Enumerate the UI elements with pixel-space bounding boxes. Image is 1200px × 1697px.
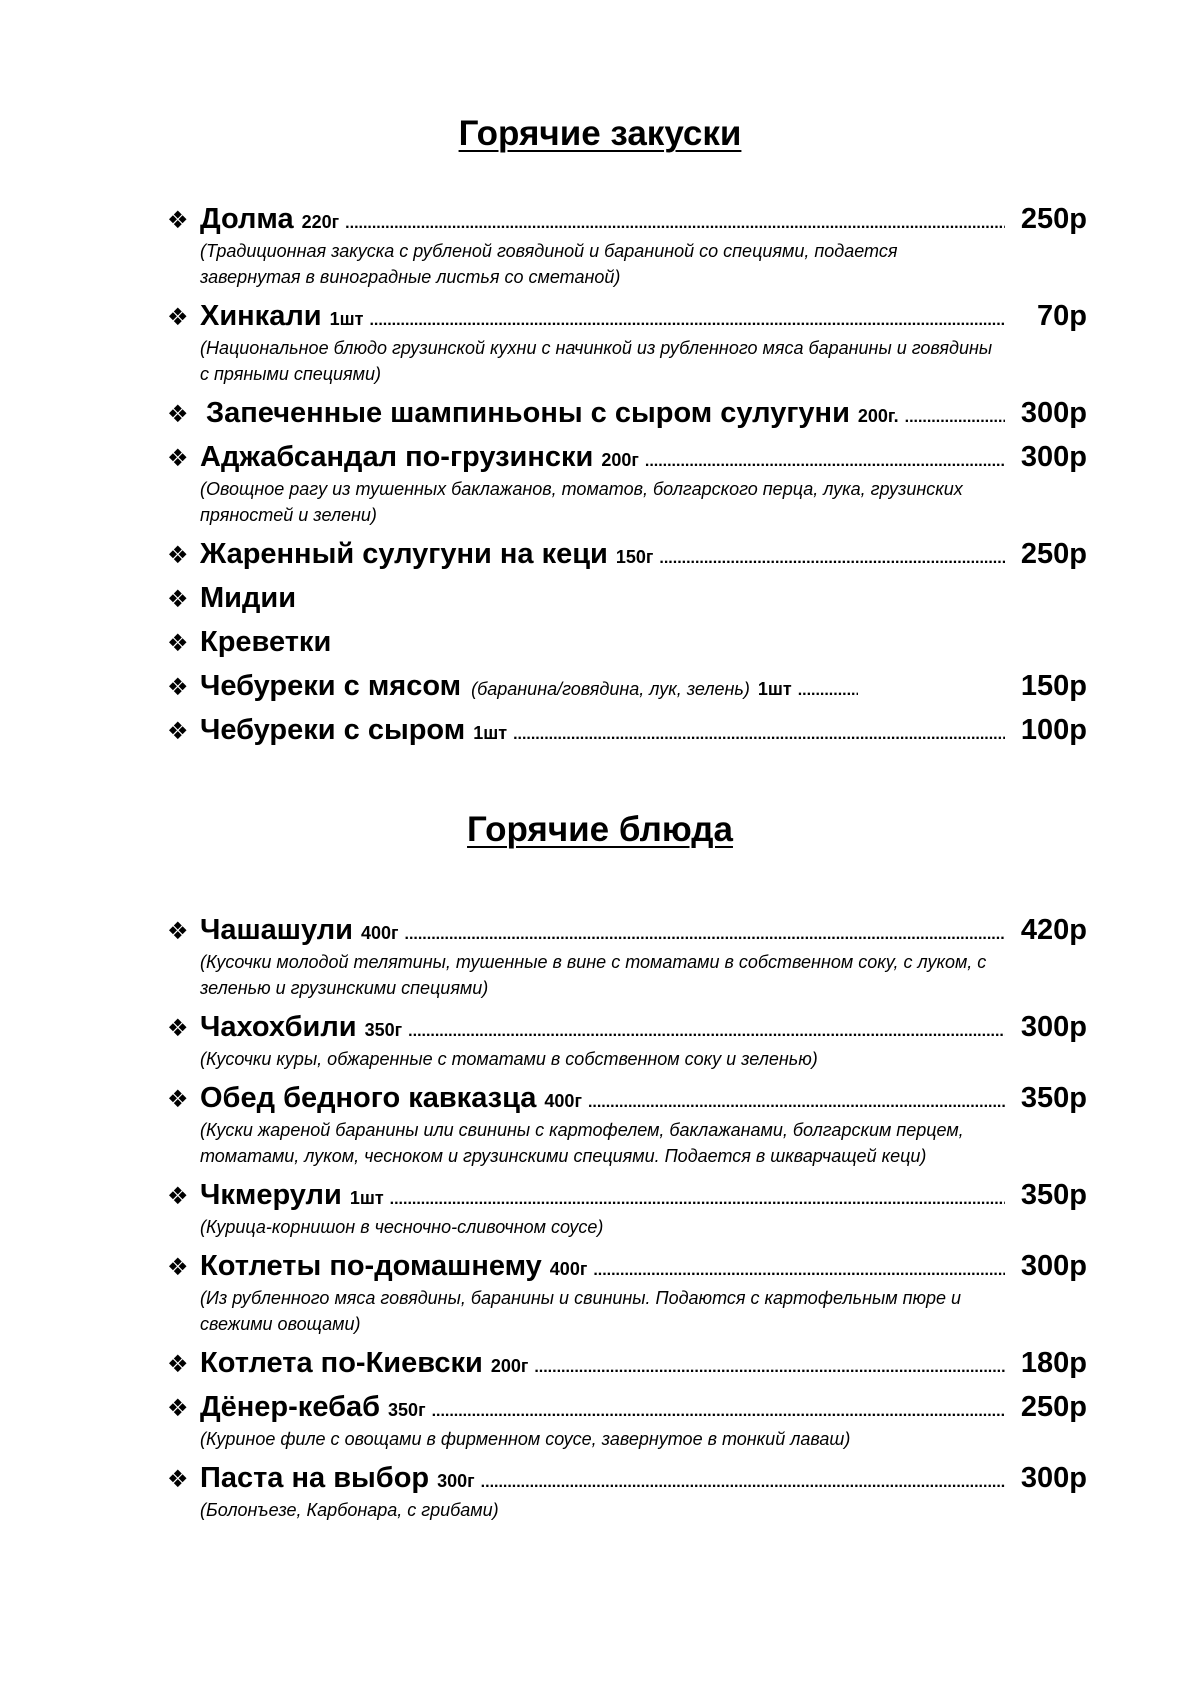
item-weight: 1шт [329, 309, 364, 329]
menu-item-row [167, 1005, 1087, 1049]
menu-item-row [167, 708, 1087, 752]
item-inline-note: (баранина/говядина, лук, зелень) [471, 679, 750, 699]
item-weight: 350г [388, 1400, 426, 1420]
item-price: 250р [1020, 1391, 1087, 1423]
menu-item [167, 908, 1087, 1001]
menu-item [167, 391, 1087, 435]
item-weight: 400г [360, 923, 399, 943]
item-name: Чахохбили [200, 1011, 357, 1043]
item-weight: 1шт [757, 679, 792, 699]
item-name: Креветки [200, 626, 332, 658]
item-price: 250р [1020, 203, 1087, 235]
item-price: 350р [1020, 1179, 1087, 1211]
item-name: Чебуреки с мясом [200, 670, 462, 702]
menu-item [167, 708, 1087, 752]
section-title-hot-appetizers [0, 112, 1200, 156]
dot-leader [513, 713, 1005, 757]
diamond-bullet-icon: ❖ [167, 1395, 189, 1422]
diamond-bullet-icon: ❖ [167, 445, 189, 472]
menu-item [167, 576, 1087, 620]
item-weight: 1шт [473, 723, 508, 743]
menu-item [167, 1456, 1087, 1523]
menu-item-row [167, 391, 1087, 435]
diamond-bullet-icon: ❖ [167, 630, 189, 657]
menu-item [167, 664, 1087, 708]
item-name: Чебуреки с сыром [200, 714, 466, 746]
item-name: Мидии [200, 582, 297, 614]
dot-leader [481, 1461, 1005, 1505]
section-title-text: Горячие блюда [467, 810, 733, 849]
dot-leader [905, 396, 1005, 440]
item-price: 300р [1020, 1250, 1087, 1282]
dot-leader [534, 1346, 1005, 1390]
item-description: (Кусочки молодой телятины, тушенные в вине с томатами в собственном соку, с луком, с зеленью и грузинскими специями) [200, 952, 987, 998]
menu-item [167, 532, 1087, 576]
item-description: (Курица-корнишон в чесночно-сливочном соусе) [200, 1217, 604, 1237]
menu-item-row [167, 1385, 1087, 1429]
item-description: (Национальное блюдо грузинской кухни с начинкой из рубленного мяса баранины и говядины с пряными специями) [200, 338, 993, 384]
item-price: 350р [1020, 1082, 1087, 1114]
menu-item [167, 294, 1087, 387]
item-name: Чашашули [200, 914, 353, 946]
dot-leader [659, 537, 1005, 581]
dot-leader [798, 669, 858, 713]
diamond-bullet-icon: ❖ [167, 401, 189, 428]
item-description: (Из рубленного мяса говядины, баранины и свинины. Подаются с картофельным пюре и свежими овощами) [200, 1288, 962, 1334]
menu-item-row [167, 1076, 1087, 1120]
diamond-bullet-icon: ❖ [167, 304, 189, 331]
item-price: 250р [1020, 538, 1087, 570]
item-weight: 1шт [349, 1188, 384, 1208]
item-name: Котлеты по-домашнему [200, 1250, 542, 1282]
menu-item [167, 1005, 1087, 1072]
diamond-bullet-icon: ❖ [167, 1254, 189, 1281]
diamond-bullet-icon: ❖ [167, 207, 189, 234]
item-description: (Куски жареной баранины или свинины с картофелем, баклажанами, болгарским перцем, томатами, луком, чесноком и грузинскими специями. Подается в шкварчащей кеци) [200, 1120, 964, 1166]
menu-item [167, 1244, 1087, 1337]
menu-item-row [167, 620, 1087, 664]
item-description: (Куриное филе с овощами в фирменном соусе, завернутое в тонкий лаваш) [200, 1429, 851, 1449]
item-weight: 220г [301, 212, 340, 232]
item-name: Долма [200, 203, 294, 235]
item-name: Котлета по-Киевски [200, 1347, 483, 1379]
menu-item [167, 1341, 1087, 1385]
item-name: Дёнер-кебаб [200, 1391, 381, 1423]
menu-item [167, 1173, 1087, 1240]
diamond-bullet-icon: ❖ [167, 674, 189, 701]
item-name: Хинкали [200, 300, 322, 332]
menu-item-row [167, 1456, 1087, 1500]
section-hot-dishes [167, 908, 1087, 1527]
menu-item-row [167, 908, 1087, 952]
item-weight: 200г. [857, 406, 899, 426]
item-name: Аджабсандал по-грузински [200, 441, 594, 473]
item-price: 150р [1020, 670, 1087, 702]
diamond-bullet-icon: ❖ [167, 1466, 189, 1493]
item-weight: 150г [615, 547, 654, 567]
diamond-bullet-icon: ❖ [167, 1086, 189, 1113]
menu-item [167, 1076, 1087, 1169]
item-price: 300р [1020, 441, 1087, 473]
section-title-hot-dishes [0, 808, 1200, 852]
diamond-bullet-icon: ❖ [167, 1015, 189, 1042]
item-description: (Болонъезе, Карбонара, с грибами) [200, 1500, 499, 1520]
item-price: 300р [1020, 1011, 1087, 1043]
item-weight: 350г [364, 1020, 403, 1040]
menu-item-row [167, 197, 1087, 241]
menu-item [167, 620, 1087, 664]
item-name: Запеченные шампиньоны с сыром сулугуни [206, 397, 850, 429]
item-weight: 400г [544, 1091, 582, 1111]
menu-item-row [167, 576, 1087, 620]
item-weight: 200г [601, 450, 639, 470]
diamond-bullet-icon: ❖ [167, 542, 189, 569]
item-description: (Кусочки куры, обжаренные с томатами в собственном соку и зеленью) [200, 1049, 818, 1069]
section-hot-appetizers [167, 197, 1087, 752]
item-price: 300р [1020, 1462, 1087, 1494]
section-title-text: Горячие закуски [458, 114, 742, 153]
item-description: (Овощное рагу из тушенных баклажанов, томатов, болгарского перца, лука, грузинских пряностей и зелени) [200, 479, 963, 525]
menu-item-row [167, 1173, 1087, 1217]
item-name: Обед бедного кавказца [200, 1082, 537, 1114]
menu-item-row [167, 532, 1087, 576]
item-price: 300р [1020, 397, 1087, 429]
menu-item [167, 197, 1087, 290]
menu-item-row [167, 1341, 1087, 1385]
menu-item-row [167, 435, 1087, 479]
menu-item-row [167, 664, 1087, 708]
diamond-bullet-icon: ❖ [167, 918, 189, 945]
diamond-bullet-icon: ❖ [167, 586, 189, 613]
item-weight: 300г [437, 1471, 475, 1491]
diamond-bullet-icon: ❖ [167, 1183, 189, 1210]
item-name: Жаренный сулугуни на кеци [200, 538, 608, 570]
item-description: (Традиционная закуска с рубленой говядиной и бараниной со специями, подается завернутая в виноградные листья со сметаной) [200, 241, 898, 287]
item-name: Чкмерули [200, 1179, 342, 1211]
item-price: 70р [1037, 300, 1087, 332]
item-weight: 200г [490, 1356, 529, 1376]
item-name: Паста на выбор [200, 1462, 430, 1494]
diamond-bullet-icon: ❖ [167, 1351, 189, 1378]
item-weight: 400г [549, 1259, 588, 1279]
item-price: 100р [1020, 714, 1087, 746]
item-price: 420р [1020, 914, 1087, 946]
diamond-bullet-icon: ❖ [167, 718, 189, 745]
menu-item [167, 435, 1087, 528]
menu-item [167, 1385, 1087, 1452]
item-price: 180р [1020, 1347, 1087, 1379]
menu-item-row [167, 1244, 1087, 1288]
menu-item-row [167, 294, 1087, 338]
